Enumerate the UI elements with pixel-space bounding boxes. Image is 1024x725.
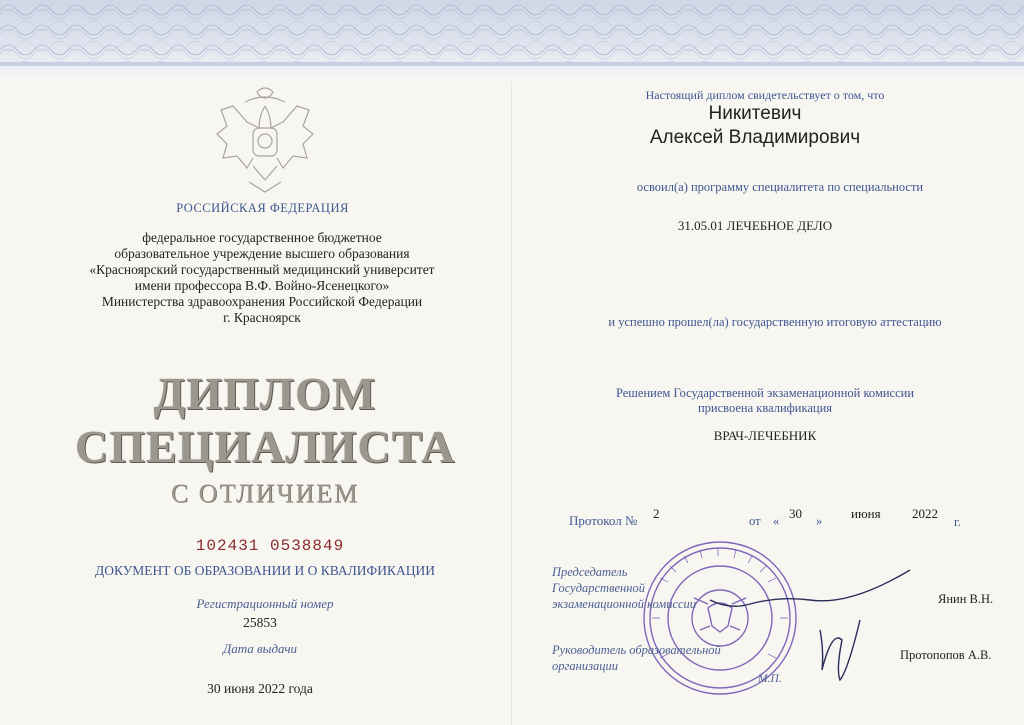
institution-line: г. Красноярск <box>223 310 301 325</box>
document-type: ДОКУМЕНТ ОБ ОБРАЗОВАНИИ И О КВАЛИФИКАЦИИ <box>95 563 435 578</box>
quote-open: « <box>773 514 780 528</box>
head-label-line-1: Руководитель образовательной <box>552 643 721 657</box>
chairman-signature <box>700 560 930 695</box>
qualification: ВРАЧ-ЛЕЧЕБНИК <box>713 428 817 443</box>
country-name: РОССИЙСКАЯ ФЕДЕРАЦИЯ <box>176 201 349 215</box>
registration-number: 25853 <box>243 615 277 630</box>
protocol-day: 30 <box>789 506 802 521</box>
serial-number: 102431 0538849 <box>195 537 345 555</box>
issue-date: 30 июня 2022 года <box>207 681 313 696</box>
page-fold <box>511 82 512 725</box>
year-suffix: г. <box>954 515 961 529</box>
diploma-title-specialist: СПЕЦИАЛИСТА <box>75 421 456 472</box>
decision-line-2: присвоена квалификация <box>697 401 833 415</box>
guilloche-pattern <box>0 0 1024 82</box>
head-name: Протопопов А.В. <box>900 648 992 662</box>
protocol-year: 2022 <box>912 506 938 521</box>
chairman-label-line-3: экзаменационной комиссии <box>552 597 697 611</box>
mastered-text: освоил(а) программу специалитета по специальности <box>636 180 924 194</box>
specialty: 31.05.01 ЛЕЧЕБНОЕ ДЕЛО <box>677 218 833 233</box>
holder-name: Алексей Владимирович <box>649 127 861 148</box>
protocol-number: 2 <box>653 506 660 521</box>
institution-line: Министерства здравоохранения Российской Федерации <box>101 294 423 309</box>
registration-label: Регистрационный номер <box>196 596 334 611</box>
attestation-text: и успешно прошел(ла) государственную итоговую аттестацию <box>608 315 942 329</box>
diploma-title: ДИПЛОМ <box>153 368 377 419</box>
seal-place-mark: М.П. <box>758 673 782 685</box>
institution-line: федеральное государственное бюджетное <box>142 230 382 245</box>
quote-close: » <box>816 514 823 528</box>
issue-date-label: Дата выдачи <box>222 641 298 656</box>
institution-line: имени профессора В.Ф. Войно-Ясенецкого» <box>134 278 390 293</box>
head-label-line-2: организации <box>552 659 618 673</box>
chairman-name: Янин В.Н. <box>938 592 994 606</box>
guilloche-band <box>0 0 1024 82</box>
coat-of-arms-icon <box>205 84 325 201</box>
chairman-label-line-1: Председатель <box>552 565 628 579</box>
from-label: от <box>749 514 761 528</box>
protocol-month: июня <box>851 506 881 521</box>
holder-surname: Никитевич <box>708 103 802 124</box>
institution-block <box>82 230 442 326</box>
institution-line: образовательное учреждение высшего образования <box>114 246 410 261</box>
decision-line-1: Решением Государственной экзаменационной комиссии <box>615 386 915 400</box>
protocol-label: Протокол № <box>569 513 638 528</box>
chairman-label-line-2: Государственной <box>552 581 645 595</box>
institution-line: «Красноярский государственный медицинский университет <box>89 262 435 277</box>
diploma-honors: С ОТЛИЧИЕМ <box>170 479 360 508</box>
certifies-text: Настоящий диплом свидетельствует о том, что <box>645 88 885 102</box>
